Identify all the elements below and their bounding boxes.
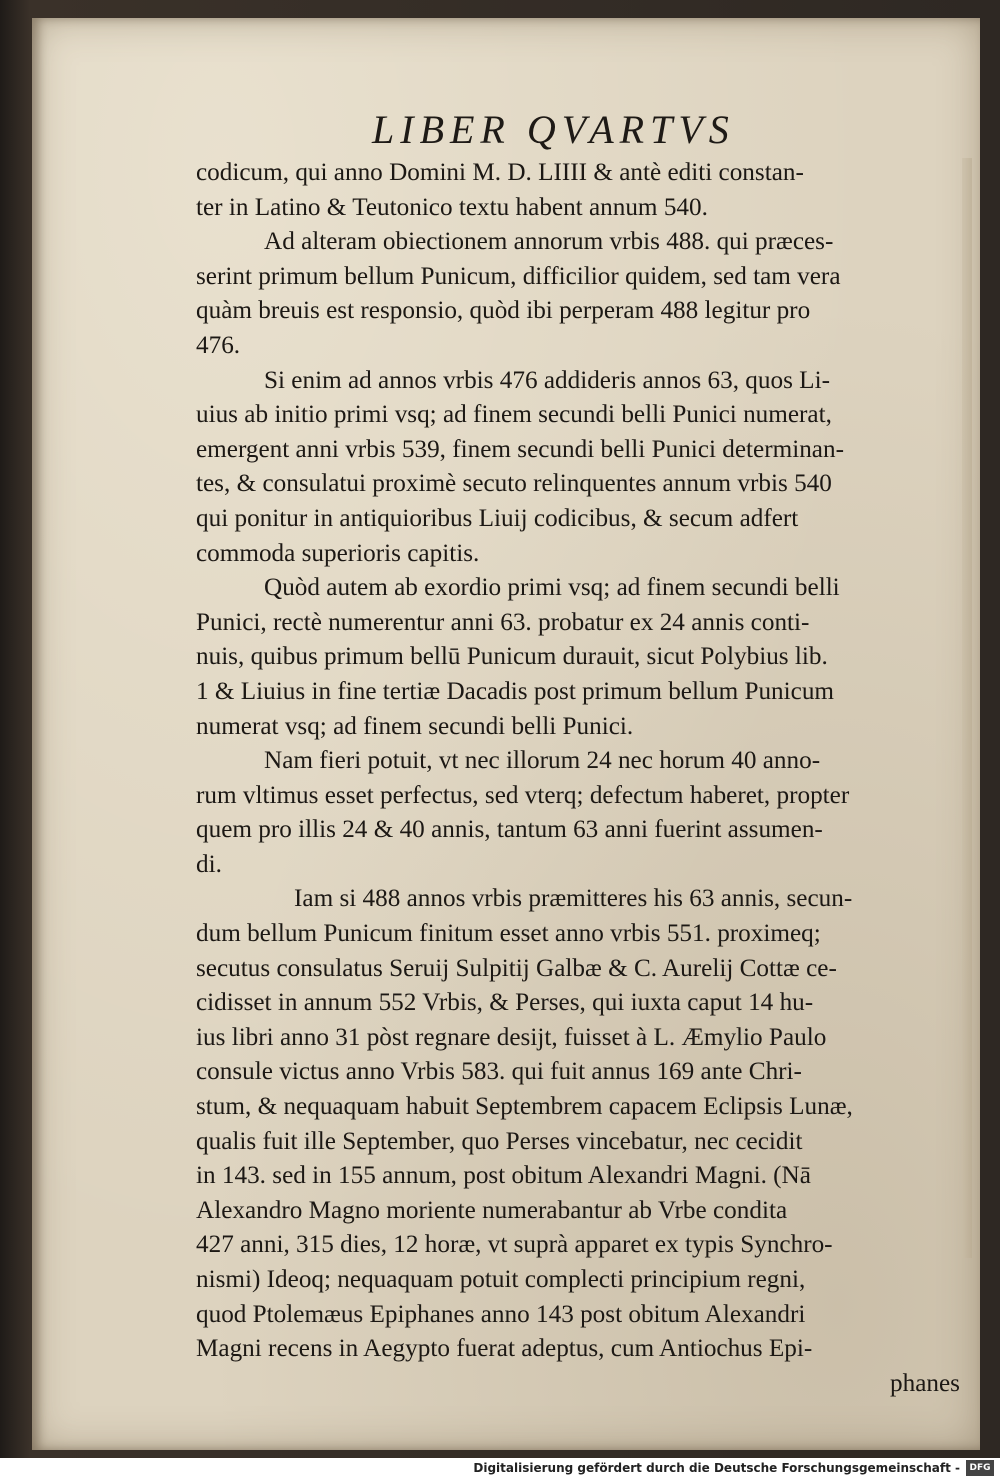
text-line: qui ponitur in antiquioribus Liuij codicibus, & secum adfert [196, 504, 799, 532]
text-line: tes, & consulatui proximè secuto relinquentes annum vrbis 540 [196, 470, 832, 498]
text-line: Ad alteram obiectionem annorum vrbis 488. qui præces- [264, 228, 834, 256]
text-line: secutus consulatus Seruij Sulpitij Galbæ & C. Aurelij Cottæ ce- [196, 954, 837, 982]
running-head: LIBER QVARTVS [372, 107, 735, 152]
text-line: Quòd autem ab exordio primi vsq; ad finem secundi belli [264, 574, 840, 602]
dfg-logo: DFG [966, 1460, 994, 1476]
text-line: Magni recens in Aegypto fuerat adeptus, cum Antiochus Epi- [196, 1335, 813, 1363]
text-line: Punici, rectè numerentur anni 63. probatur ex 24 annis conti- [196, 608, 810, 636]
text-line: nuis, quibus primum bellū Punicum durauit, sicut Polybius lib. [196, 643, 828, 671]
text-line: Nam fieri potuit, vt nec illorum 24 nec horum 40 anno- [264, 747, 821, 775]
text-line: quod Ptolemæus Epiphanes anno 143 post obitum Alexandri [196, 1300, 806, 1328]
text-line: uius ab initio primi vsq; ad finem secundi belli Punici numerat, [196, 401, 832, 429]
text-line: 1 & Liuius in fine tertiæ Dacadis post primum bellum Punicum [196, 677, 835, 705]
text-line: in 143. sed in 155 annum, post obitum Alexandri Magni. (Nā [196, 1162, 811, 1190]
text-line: nismi) Ideoq; nequaquam potuit complecti principium regni, [196, 1266, 806, 1293]
text-line: quàm breuis est responsio, quòd ibi perperam 488 legitur pro [196, 297, 811, 325]
text-line: emergent anni vrbis 539, finem secundi belli Punici determinan- [196, 435, 844, 463]
text-line: dum bellum Punicum finitum esset anno vrbis 551. proximeq; [196, 920, 821, 948]
text-line: Alexandro Magno moriente numerabantur ab Vrbe condita [196, 1196, 788, 1224]
text-line: rum vltimus esset perfectus, sed vterq; defectum haberet, propter [196, 781, 850, 809]
text-line: ter in Latino & Teutonico textu habent annum 540. [196, 193, 708, 221]
footer-bar [0, 1458, 1000, 1479]
text-line: di. [196, 850, 222, 878]
text-line: Si enim ad annos vrbis 476 addideris annos 63, quos Li- [264, 366, 830, 394]
page-body [196, 156, 960, 1401]
text-line: numerat vsq; ad finem secundi belli Punici. [196, 712, 634, 740]
text-line: cidisset in annum 552 Vrbis, & Perses, qui iuxta caput 14 hu- [196, 989, 814, 1017]
text-line: qualis fuit ille September, quo Perses vincebatur, nec cecidit [196, 1127, 803, 1155]
text-line: quem pro illis 24 & 40 annis, tantum 63 anni fuerint assumen- [196, 816, 823, 844]
text-line: Iam si 488 annos vrbis præmitteres his 63 annis, secun- [294, 885, 853, 913]
catchword: phanes [890, 1369, 960, 1397]
text-line: serint primum bellum Punicum, difficilior quidem, sed tam vera [196, 262, 841, 290]
page-edge [962, 158, 972, 1258]
funding-note: Digitalisierung gefördert durch die Deutsche Forschungsgemeinschaft - [473, 1461, 960, 1475]
text-line: stum, & nequaquam habuit Septembrem capacem Eclipsis Lunæ, [196, 1093, 853, 1121]
text-line: 476. [196, 331, 241, 359]
text-line: consule victus anno Vrbis 583. qui fuit annus 169 ante Chri- [196, 1058, 802, 1086]
text-line: ius libri anno 31 pòst regnare desijt, fuisset à L. Æmylio Paulo [196, 1023, 827, 1051]
text-line: commoda superioris capitis. [196, 539, 480, 567]
text-line: codicum, qui anno Domini M. D. LIIII & antè editi constan- [196, 159, 804, 186]
text-line: 427 anni, 315 dies, 12 horæ, vt suprà apparet ex typis Synchro- [196, 1231, 833, 1259]
